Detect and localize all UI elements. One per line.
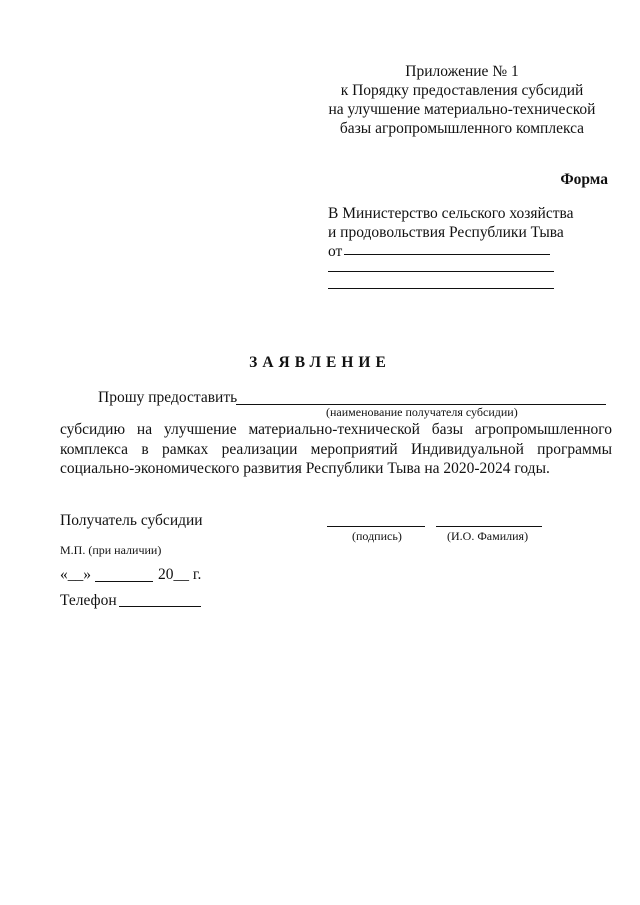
date-year-field[interactable]: __: [173, 566, 189, 583]
full-name-caption: (И.О. Фамилия): [447, 529, 529, 543]
addressee-block: [328, 204, 573, 261]
recipient-caption: (наименование получателя субсидии): [326, 405, 518, 419]
date-day-field[interactable]: __: [67, 566, 84, 583]
date-month-field[interactable]: [95, 581, 153, 582]
request-body: субсидию на улучшение материально-технической базы агропромышленного комплекса в рамках реализации мероприятий Индивидуальной программы социально-экономического развития Республики Тыва на 2020-2024 годы.: [60, 421, 612, 477]
stamp-label: М.П. (при наличии): [60, 543, 162, 557]
addressee-line-1: В Министерство сельского хозяйства: [328, 205, 574, 222]
addressee-from-label: от: [328, 243, 343, 260]
date-year-prefix: 20: [158, 566, 174, 583]
recipient-label: Получатель субсидии: [60, 512, 203, 529]
date-year: [158, 565, 201, 584]
appendix-line-4: базы агропромышленного комплекса: [339, 120, 585, 137]
addressee-line-field-2[interactable]: [328, 271, 554, 272]
date-close-quote: »: [83, 566, 91, 583]
date-open-quote: «: [60, 566, 68, 583]
phone-label: Телефон: [60, 592, 117, 609]
appendix-line-3: на улучшение материально-технической: [328, 101, 596, 118]
appendix-number: Приложение № 1: [405, 63, 519, 80]
signature-caption: (подпись): [352, 529, 402, 543]
full-name-field[interactable]: [436, 526, 542, 527]
addressee-line-2: и продовольствия Республики Тыва: [328, 224, 564, 241]
appendix-line-2: к Порядку предоставления субсидий: [340, 82, 584, 99]
signature-field[interactable]: [327, 526, 425, 527]
document-title: ЗАЯВЛЕНИЕ: [249, 354, 391, 371]
form-label: Форма: [560, 171, 608, 188]
date-suffix: г.: [192, 566, 202, 583]
addressee-from-field[interactable]: [344, 254, 550, 255]
addressee-line-field-3[interactable]: [328, 288, 554, 289]
request-lead: Прошу предоставить: [98, 389, 238, 406]
date-line: [60, 565, 91, 584]
phone-field[interactable]: [119, 606, 201, 607]
appendix-header: [318, 62, 606, 138]
